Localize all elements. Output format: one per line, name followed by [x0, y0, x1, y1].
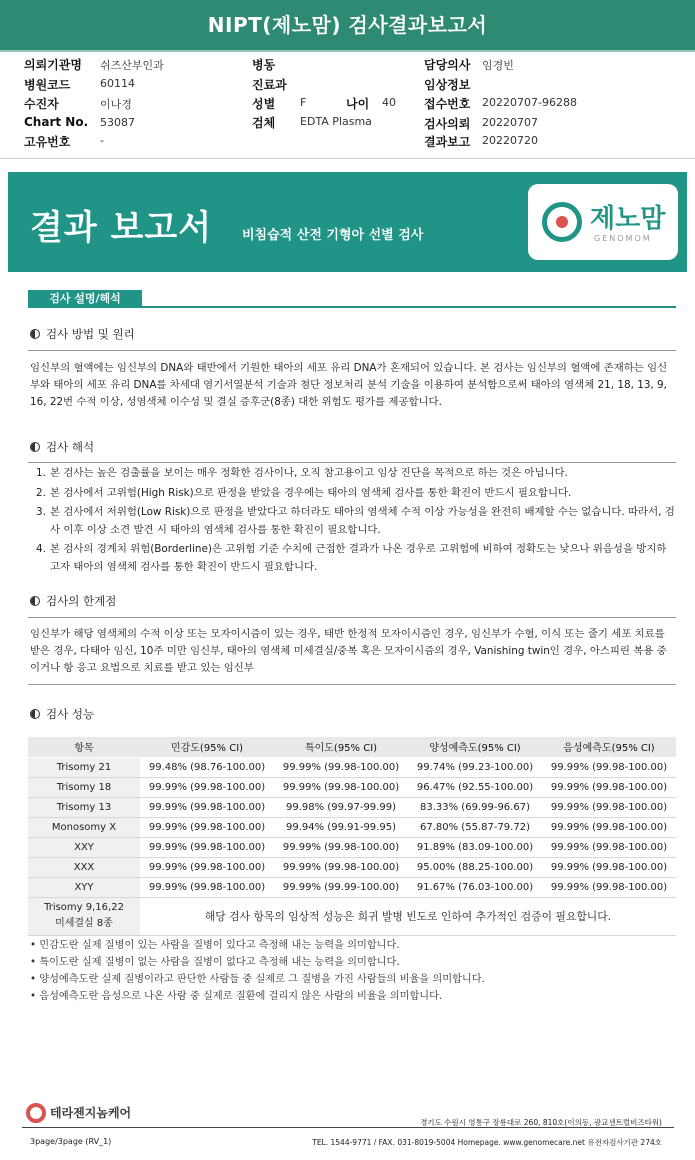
- genomom-logo-sub: GENOMOM: [594, 234, 652, 243]
- special-row-note: 해당 검사 항목의 임상적 성능은 희귀 발병 빈도로 인하여 추가적인 검증이 필요합니다.: [140, 897, 676, 935]
- section-underline: [28, 306, 676, 308]
- company-logo-icon: [26, 1103, 46, 1123]
- company-name: 테라젠지놈케어: [50, 1106, 132, 1120]
- table-cell: 99.99% (99.98-100.00): [140, 797, 274, 817]
- age-label: 나이: [346, 97, 370, 111]
- list-item: • 특이도란 실제 질병이 없는 사람을 질병이 없다고 측정해 내는 능력을 의미합니다.: [30, 957, 400, 968]
- row-label-cell: Trisomy 21: [28, 757, 140, 777]
- performance-heading-text: 검사 성능: [46, 707, 95, 721]
- table-cell: 99.99% (99.98-100.00): [274, 757, 408, 777]
- table-cell: 99.99% (99.98-100.00): [542, 797, 676, 817]
- list-item: • 음성예측도란 음성으로 나온 사람 중 실제로 질환에 걸리지 않은 사람의 비율을 의미합니다.: [30, 991, 443, 1002]
- table-cell: 99.99% (99.99-100.00): [274, 877, 408, 897]
- table-row: [28, 877, 676, 897]
- section-tab: 검사 설명/해석: [28, 290, 142, 308]
- col-header: 음성예측도(95% CI): [542, 737, 676, 757]
- interpretation-heading: [30, 439, 94, 455]
- method-heading-text: 검사 방법 및 원리: [46, 327, 135, 341]
- receipt-no-value: 20220707-96288: [482, 96, 577, 109]
- table-cell: 67.80% (55.87-79.72): [408, 817, 542, 837]
- table-cell: 99.99% (99.98-100.00): [140, 857, 274, 877]
- institution-value: 쉬즈산부인과: [100, 59, 164, 72]
- table-cell: 99.98% (99.97-99.99): [274, 797, 408, 817]
- interpretation-list: [36, 465, 676, 578]
- patient-label: 수진자: [24, 97, 59, 111]
- list-item: • 양성예측도란 실제 질병이라고 판단한 사람들 중 실제로 그 질병을 가진 사람들의 비율을 의미합니다.: [30, 974, 485, 985]
- row-label-cell: XXY: [28, 837, 140, 857]
- list-item: 2. 본 검사에서 고위험(High Risk)으로 판정을 받았을 경우에는 태아의 염색체 검사를 통한 확진이 반드시 필요합니다.: [36, 486, 572, 499]
- table-row: [28, 757, 676, 777]
- limits-heading: [30, 593, 116, 609]
- patient-value: 이나경: [100, 98, 132, 111]
- limits-heading-text: 검사의 한계점: [46, 594, 117, 608]
- half-circle-icon: [30, 709, 40, 719]
- chart-no-label: Chart No.: [24, 115, 89, 129]
- table-cell: 99.99% (99.98-100.00): [140, 817, 274, 837]
- list-item: • 민감도란 실제 질병이 있는 사람을 질병이 있다고 측정해 내는 능력을 의미합니다.: [30, 940, 400, 951]
- specimen-value: EDTA Plasma: [300, 115, 372, 128]
- table-cell: 99.74% (99.23-100.00): [408, 757, 542, 777]
- info-divider: [0, 158, 695, 159]
- table-cell: 99.99% (99.98-100.00): [542, 857, 676, 877]
- table-header-row: [28, 737, 676, 757]
- limits-bottom-rule: [28, 684, 676, 685]
- banner-title: 결과 보고서: [30, 208, 213, 248]
- limits-text: 임신부가 해당 염색체의 수적 이상 또는 모자이시즘이 있는 경우, 태반 한정적 모자이시즘인 경우, 임신부가 수혈, 이식 또는 줄기 세포 치료를 받은 경우, 다태아 임신, 10주 미만 임신부, 태아의 염색체 미세결실/중복 혹은 모자이시즘의 경우, Vanishing twin인 경우, 아스피린 복용 중이거나 항 응고 요법으로 치료를 받고 있는 임신부: [30, 628, 667, 674]
- hospital-code-label: 병원코드: [24, 78, 71, 92]
- performance-table: [28, 737, 676, 936]
- table-cell: 99.99% (99.98-100.00): [274, 837, 408, 857]
- genomom-logo-text: 제노맘: [590, 204, 666, 234]
- table-cell: 99.99% (99.98-100.00): [140, 877, 274, 897]
- ward-label: 병동: [252, 58, 276, 72]
- department-label: 진료과: [252, 78, 287, 92]
- row-label-cell: Monosomy X: [28, 817, 140, 837]
- row-label-cell: Trisomy 13: [28, 797, 140, 817]
- age-value: 40: [382, 96, 396, 109]
- interpretation-rule: [28, 462, 676, 463]
- table-cell: 99.99% (99.98-100.00): [542, 877, 676, 897]
- limits-rule: [28, 617, 676, 618]
- hospital-code-value: 60114: [100, 77, 135, 90]
- chart-no-value: 53087: [100, 116, 135, 129]
- table-cell: 91.67% (76.03-100.00): [408, 877, 542, 897]
- table-cell: 99.48% (98.76-100.00): [140, 757, 274, 777]
- table-cell: 95.00% (88.25-100.00): [408, 857, 542, 877]
- table-cell: 99.99% (99.98-100.00): [542, 817, 676, 837]
- table-cell: 99.94% (99.91-99.95): [274, 817, 408, 837]
- unique-no-value: -: [100, 134, 104, 147]
- table-cell: 99.99% (99.98-100.00): [274, 857, 408, 877]
- report-date-value: 20220720: [482, 134, 538, 147]
- company-contact: TEL. 1544-9771 / FAX. 031-8019-5004 Homepage. www.genomecare.net 유전자검사기관 274호: [312, 1138, 662, 1147]
- company-address: 경기도 수원시 영통구 장룡대로 260, 810호(이의동, 광교센트럴비즈타워): [420, 1118, 662, 1127]
- banner-subtitle: 비침습적 산전 기형아 선별 검사: [242, 228, 424, 243]
- table-row: [28, 817, 676, 837]
- definition-notes: [30, 937, 676, 1005]
- table-row: [28, 797, 676, 817]
- table-row: [28, 857, 676, 877]
- half-circle-icon: [30, 596, 40, 606]
- table-cell: 96.47% (92.55-100.00): [408, 777, 542, 797]
- table-cell: 99.99% (99.98-100.00): [140, 837, 274, 857]
- list-item: 4. 본 검사의 경계치 위험(Borderline)은 고위험 기준 수치에 근접한 결과가 나온 경우로 고위험에 비하여 정확도는 낮으나 위음성을 방지하고자 태아의 염색체 검사를 통한 확진이 반드시 필요합니다.: [36, 543, 667, 573]
- table-cell: 99.99% (99.98-100.00): [274, 777, 408, 797]
- method-text: 임신부의 혈액에는 임신부의 DNA와 태반에서 기원한 태아의 세포 유리 DNA가 혼재되어 있습니다. 본 검사는 임신부의 혈액에 존재하는 임신부와 태아의 세포 유리 DNA를 차세대 염기서열분석 기술과 첨단 정보처리 분석 기술을 이용하여 분석함으로써 태아의 염색체 21, 18, 13, 9, 16, 22번 수적 이상, 성염색체 이수성 및 결실 증후군(8종) 대한 위험도 평가를 제공합니다.: [30, 362, 668, 408]
- method-rule: [28, 350, 676, 351]
- special-row-name: Trisomy 9,16,22 미세결실 8종: [28, 897, 140, 935]
- table-cell: 83.33% (69.99-96.67): [408, 797, 542, 817]
- doctor-value: 임경빈: [482, 59, 514, 72]
- table-row: [28, 837, 676, 857]
- row-label-cell: Trisomy 18: [28, 777, 140, 797]
- request-date-value: 20220707: [482, 116, 538, 129]
- list-item: 1. 본 검사는 높은 검출률을 보이는 매우 정확한 검사이나, 오직 참고용이고 임상 진단을 목적으로 하는 것은 아닙니다.: [36, 467, 568, 479]
- table-cell: 99.99% (99.98-100.00): [542, 777, 676, 797]
- doctor-label: 담당의사: [424, 58, 471, 72]
- table-cell: 99.99% (99.98-100.00): [542, 837, 676, 857]
- performance-heading: [30, 706, 94, 722]
- half-circle-icon: [30, 442, 40, 452]
- interpretation-heading-text: 검사 해석: [46, 440, 95, 454]
- table-row: [28, 777, 676, 797]
- report-header: [0, 0, 695, 50]
- genomom-logo: [528, 184, 678, 260]
- list-item: 3. 본 검사에서 저위험(Low Risk)으로 판정을 받았다고 하더라도 태아의 염색체 수적 이상 가능성을 완전히 배제할 수는 없습니다. 따라서, 검사 이후 이상 소견 발견 시 태아의 염색체 검사를 통한 확진이 필요합니다.: [36, 506, 675, 536]
- col-header: 특이도(95% CI): [274, 737, 408, 757]
- method-heading: [30, 326, 135, 342]
- result-banner: [8, 172, 687, 272]
- table-cell: 91.89% (83.09-100.00): [408, 837, 542, 857]
- request-date-label: 검사의뢰: [424, 117, 471, 131]
- report-date-label: 결과보고: [424, 135, 471, 149]
- header-divider: [0, 50, 695, 52]
- footer-divider: [22, 1127, 674, 1128]
- specimen-label: 검체: [252, 116, 276, 130]
- company-logo: [26, 1102, 131, 1122]
- unique-no-label: 고유번호: [24, 135, 71, 149]
- receipt-no-label: 접수번호: [424, 97, 471, 111]
- clinical-info-label: 임상정보: [424, 78, 471, 92]
- genomom-logo-icon: [542, 202, 582, 242]
- table-cell: 99.99% (99.98-100.00): [140, 777, 274, 797]
- institution-label: 의뢰기관명: [24, 58, 82, 72]
- page-number: 3page/3page (RV_1): [30, 1137, 112, 1146]
- half-circle-icon: [30, 329, 40, 339]
- table-row-special: [28, 897, 676, 935]
- col-header: 항목: [28, 737, 140, 757]
- sex-value: F: [300, 96, 307, 109]
- report-title: NIPT(제노맘) 검사결과보고서: [207, 13, 488, 37]
- sex-label: 성별: [252, 97, 276, 111]
- row-label-cell: XXX: [28, 857, 140, 877]
- col-header: 민감도(95% CI): [140, 737, 274, 757]
- col-header: 양성예측도(95% CI): [408, 737, 542, 757]
- table-cell: 99.99% (99.98-100.00): [542, 757, 676, 777]
- row-label-cell: XYY: [28, 877, 140, 897]
